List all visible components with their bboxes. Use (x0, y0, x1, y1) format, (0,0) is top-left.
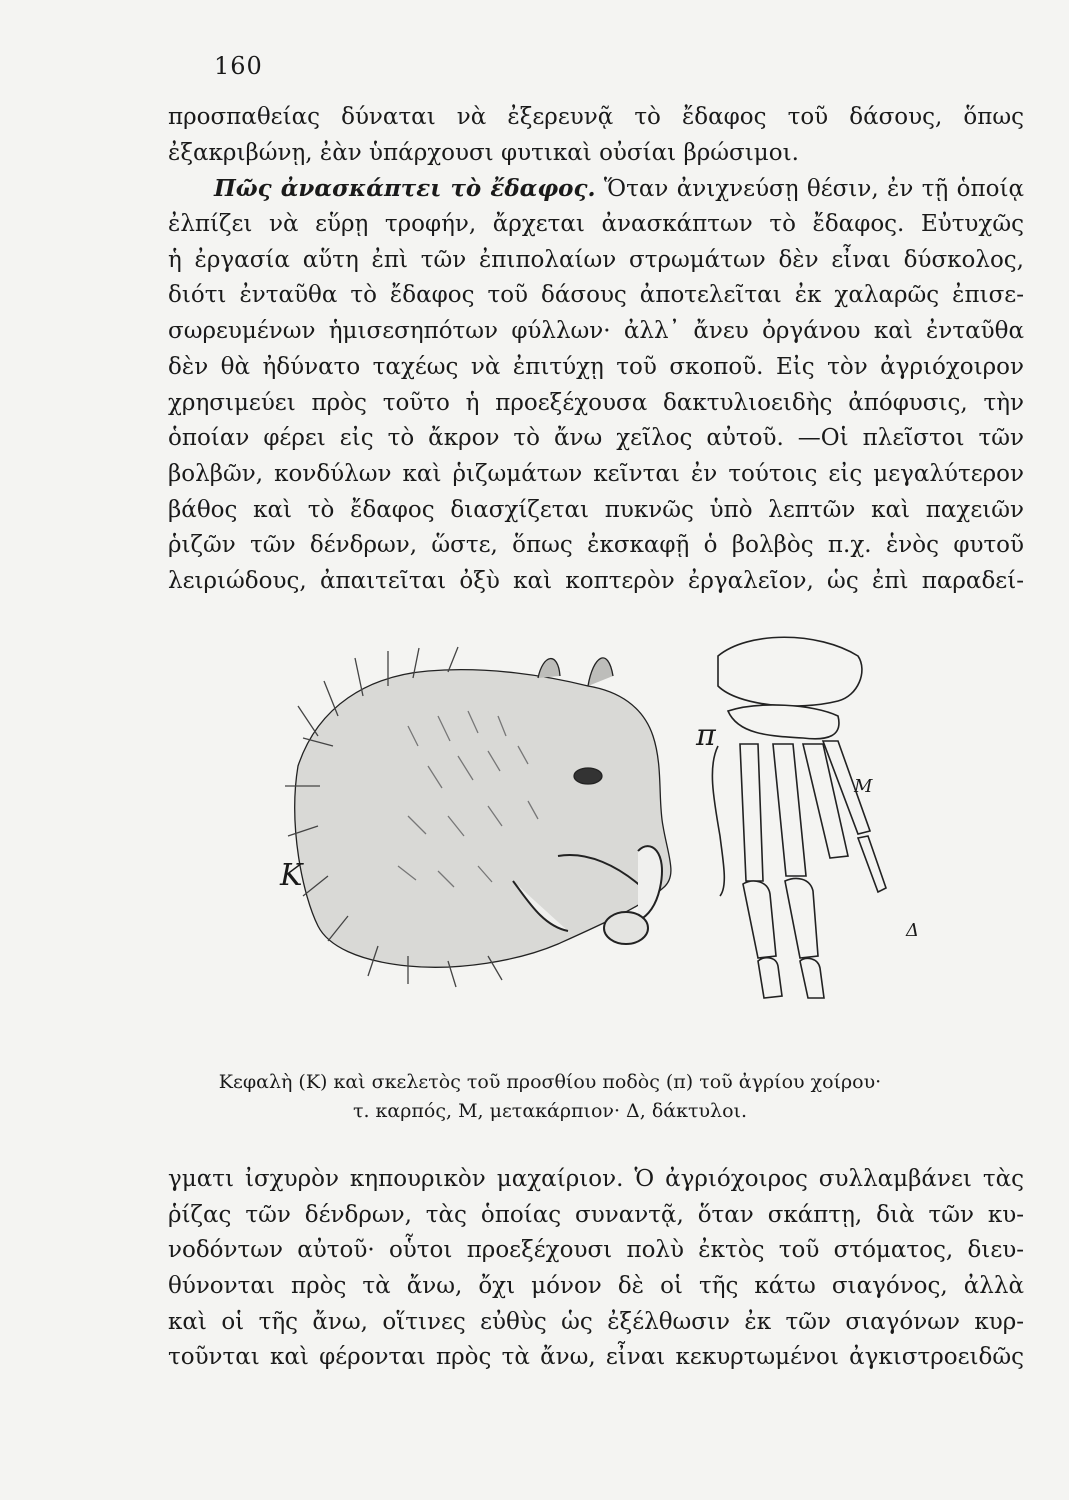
boar-illustration (258, 626, 948, 1006)
text-line: ὁποίαν φέρει εἰς τὸ ἄκρον τὸ ἄνω χεῖλος αὐτοῦ. —Οἱ πλεῖστοι τῶν (168, 425, 1024, 452)
text-line: γματι ἰσχυρὸν κηπουρικὸν μαχαίριον. Ὁ ἀγριόχοιρος συλλαμβάνει τὰς (168, 1166, 1024, 1192)
text-line: ἐλπίζει νὰ εὕρῃ τροφήν, ἄρχεται ἀνασκάπτων τὸ ἔδαφος. Εὐτυχῶς (168, 211, 1024, 238)
text-line: ῥιζῶν τῶν δένδρων, ὥστε, ὅπως ἐκσκαφῇ ὁ βολβὸς π.χ. ἑνὸς φυτοῦ (168, 532, 1024, 559)
text-line: καὶ οἱ τῆς ἄνω, οἵτινες εὐθὺς ὡς ἐξέλθωσιν ἐκ τῶν σιαγόνων κυρ- (168, 1308, 1024, 1335)
text-line: τοῦνται καὶ φέρονται πρὸς τὰ ἄνω, εἶναι κεκυρτωμένοι ἀγκιστροειδῶς (168, 1344, 1024, 1371)
boar-head-and-foot-drawing (258, 626, 948, 1006)
text-line: δὲν θὰ ἠδύνατο ταχέως νὰ ἐπιτύχῃ τοῦ σκοποῦ. Εἰς τὸν ἀγριόχοιρον (168, 353, 1024, 380)
label-toe: Δ (906, 920, 919, 941)
upper-text-block (168, 100, 1024, 600)
text-line: διότι ἐνταῦθα τὸ ἔδαφος τοῦ δάσους ἀποτελεῖται ἐκ χαλαρῶς ἐπισε- (168, 282, 1024, 309)
caption-line: τ. καρπός, Μ, μετακάρπιον· Δ, δάκτυλοι. (352, 1100, 748, 1122)
label-metacarpal: M (854, 776, 873, 797)
section-heading-line (168, 171, 1024, 207)
caption-line: Κεφαλὴ (Κ) καὶ σκελετὸς τοῦ προσθίου ποδὸς (π) τοῦ ἀγρίου χοίρου· (218, 1071, 882, 1093)
text-line: ἡ ἐργασία αὕτη ἐπὶ τῶν ἐπιπολαίων στρωμάτων δὲν εἶναι δύσκολος, (168, 246, 1024, 273)
label-foot: π (696, 718, 716, 753)
page-number: 160 (214, 52, 263, 80)
figure-caption (200, 1068, 900, 1126)
text-line: νοδόντων αὐτοῦ· οὗτοι προεξέχουσι πολὺ ἐκτὸς τοῦ στόματος, διευ- (168, 1237, 1024, 1264)
text-line: σωρευμένων ἡμισεσηπότων φύλλων· ἀλλ᾿ ἄνευ ὀργάνου καὶ ἐνταῦθα (168, 318, 1024, 345)
text-line: ῥίζας τῶν δένδρων, τὰς ὁποίας συναντᾷ, ὅταν σκάπτῃ, διὰ τῶν κυ- (168, 1201, 1024, 1228)
foot-skeleton-icon (712, 637, 886, 998)
section-heading: Πῶς ἀνασκάπτει τὸ ἔδαφος. (214, 175, 596, 203)
text-line: ἐξακριβώνῃ, ἐὰν ὑπάρχουσι φυτικαὶ οὐσίαι βρώσιμοι. (168, 139, 799, 166)
text-line: θύνονται πρὸς τὰ ἄνω, ὄχι μόνον δὲ οἱ τῆς κάτω σιαγόνος, ἀλλὰ (168, 1273, 1024, 1300)
label-head: K (280, 858, 303, 893)
text-line: χρησιμεύει πρὸς τοῦτο ἡ προεξέχουσα δακτυλιοειδὴς ἀπόφυσις, τὴν (168, 389, 1024, 416)
text-line: λειριώδους, ἀπαιτεῖται ὀξὺ καὶ κοπτερὸν ἐργαλεῖον, ὡς ἐπὶ παραδεί- (168, 567, 1024, 594)
text-line: βάθος καὶ τὸ ἔδαφος διασχίζεται πυκνῶς ὑπὸ λεπτῶν καὶ παχειῶν (168, 496, 1024, 523)
lower-text-block (168, 1162, 1024, 1376)
text-line: βολβῶν, κονδύλων καὶ ῥιζωμάτων κεῖνται ἐν τούτοις εἰς μεγαλύτερον (168, 460, 1024, 487)
boar-head-icon (285, 647, 671, 987)
text-line: προσπαθείας δύναται νὰ ἐξερευνᾷ τὸ ἔδαφος τοῦ δάσους, ὅπως (168, 104, 1024, 130)
text-line-continuation: Ὅταν ἀνιχνεύσῃ θέσιν, ἐν τῇ ὁποίᾳ (603, 176, 1024, 203)
